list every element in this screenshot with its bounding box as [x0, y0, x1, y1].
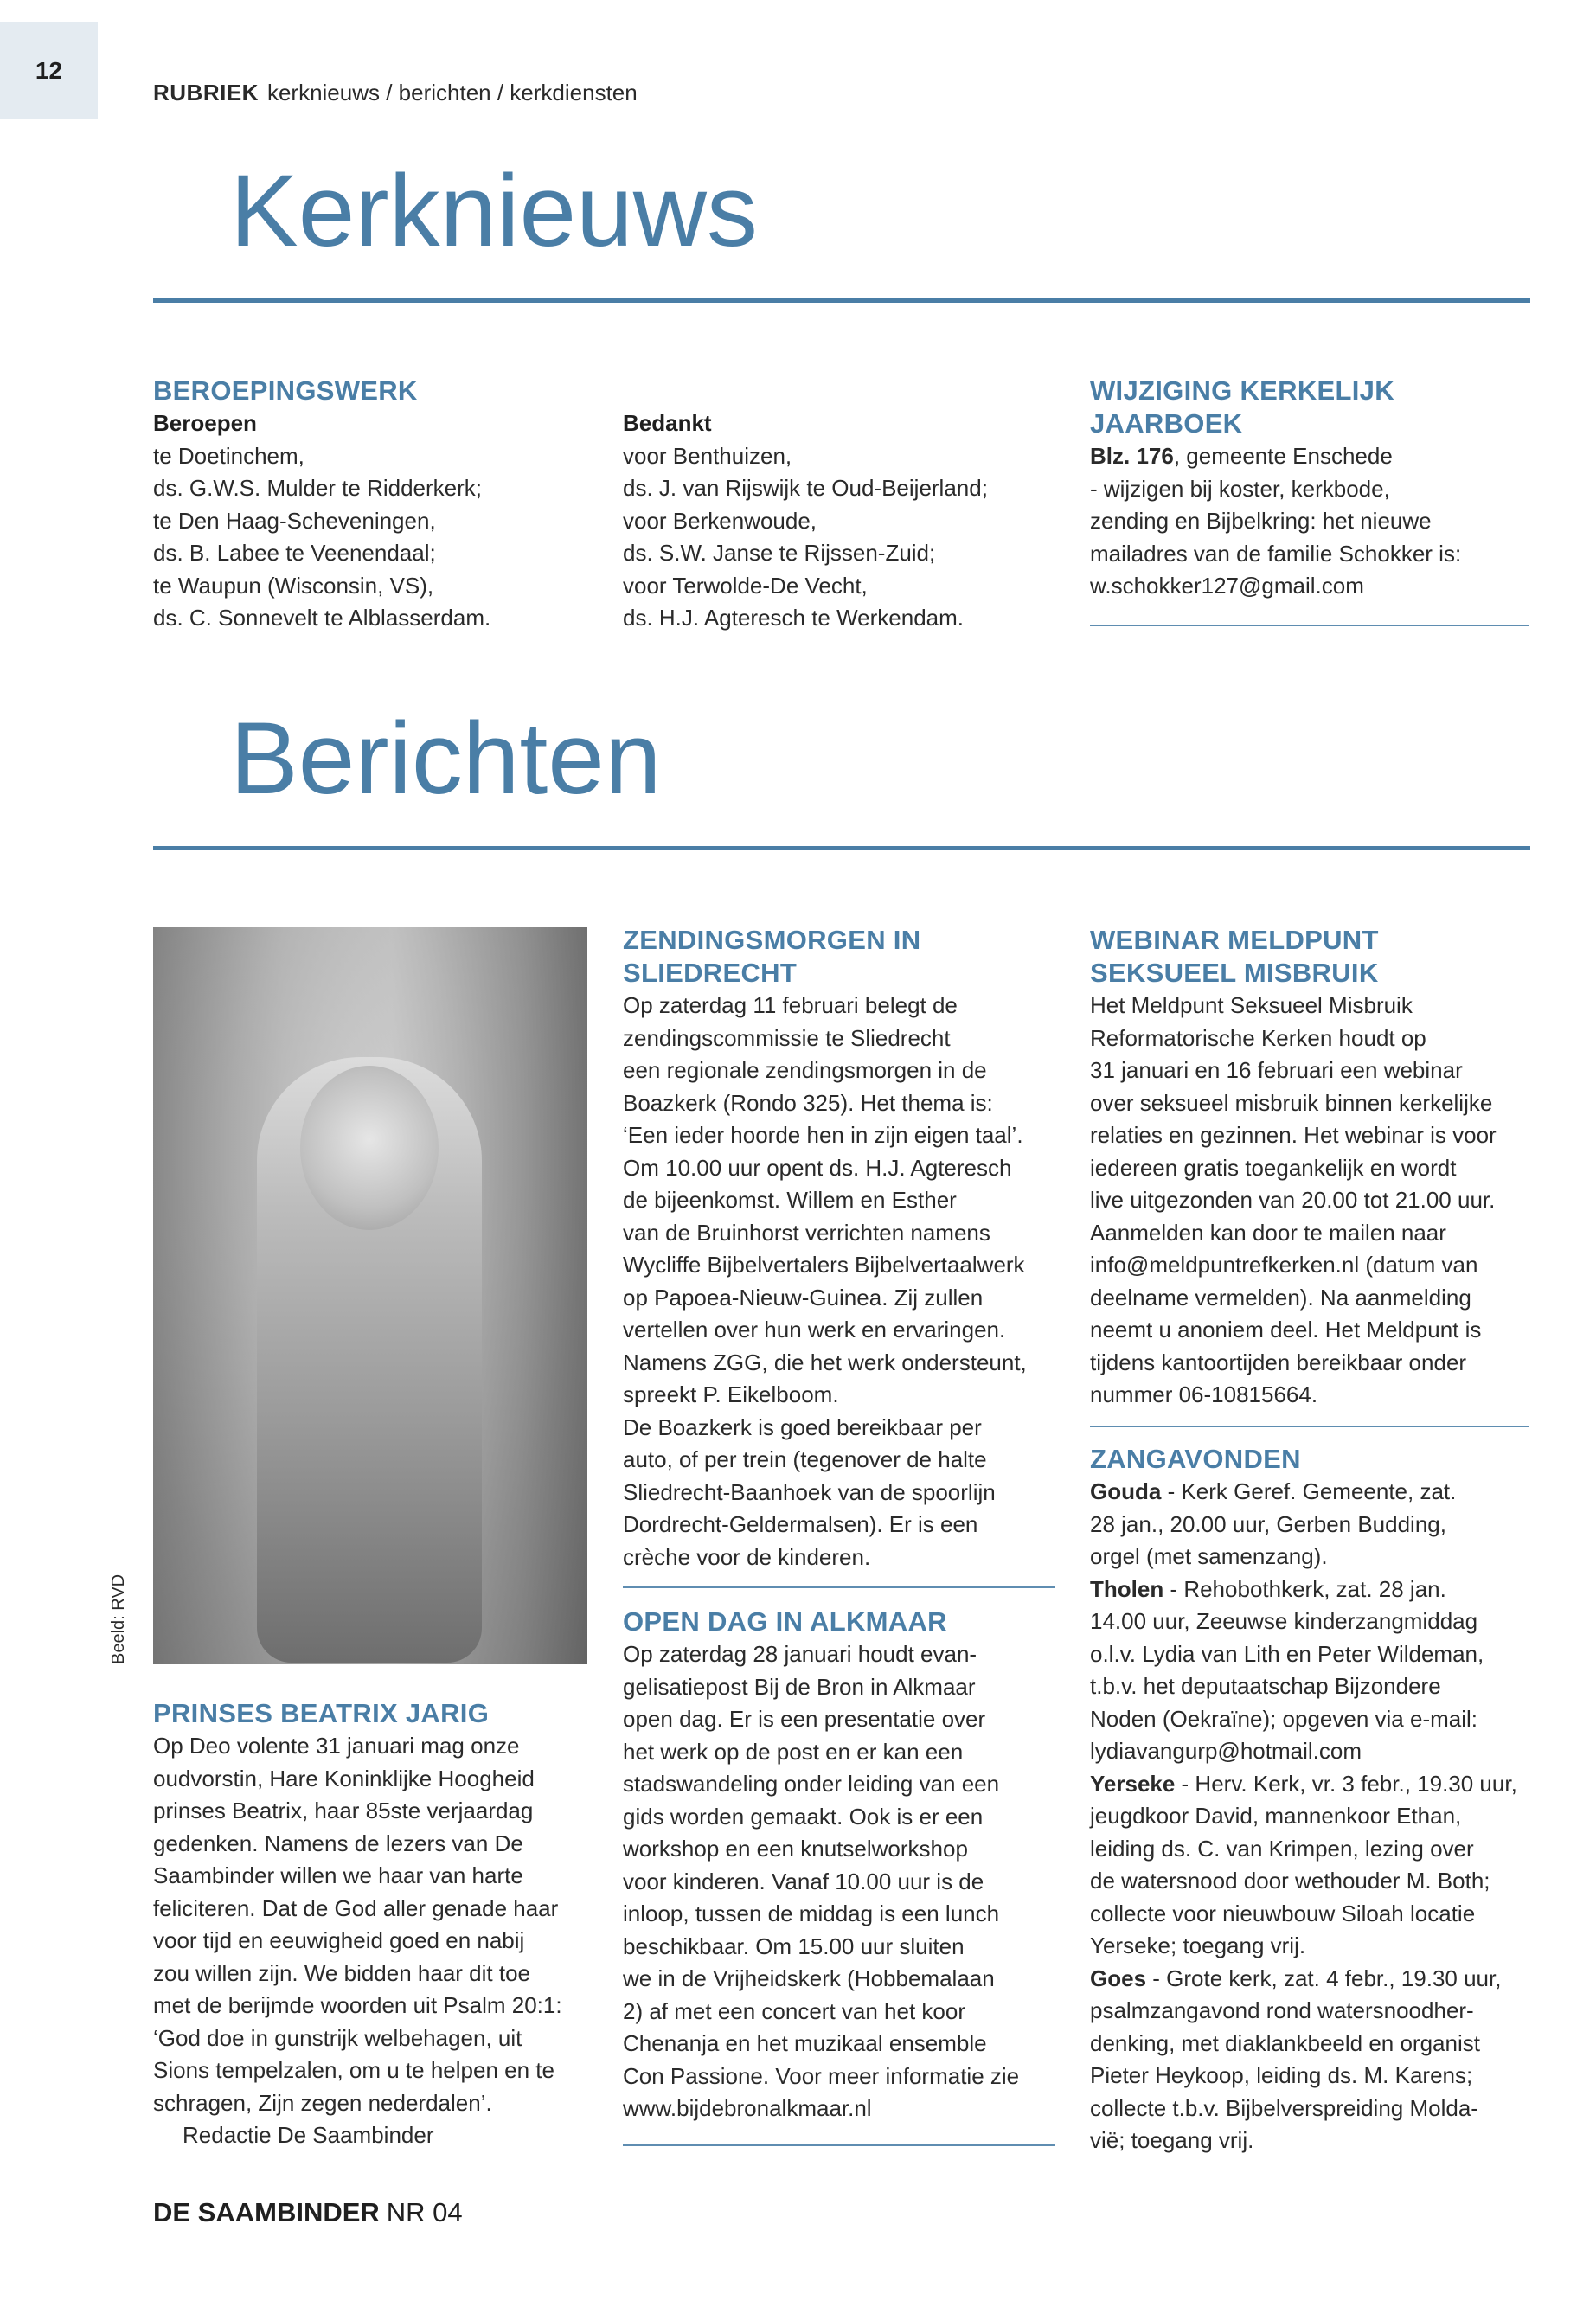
zangavond-line: jeugdkoor David, mannenkoor Ethan, — [1090, 1803, 1462, 1829]
photo-credit: Beeld: RVD — [109, 1574, 128, 1664]
jaarboek-text: , gemeente Enschede — [1173, 443, 1393, 469]
alkmaar-line: inloop, tussen de middag is een lunch — [623, 1900, 1000, 1926]
webinar-line: tijdens kantoortijden bereikbaar onder — [1090, 1349, 1467, 1375]
zangavond-line: vië; toegang vrij. — [1090, 2127, 1254, 2153]
zendingsmorgen-line: vertellen over hun werk en ervaringen. — [623, 1317, 1006, 1343]
rubric-label: RUBRIEK — [153, 80, 259, 106]
zangavonden-article — [1090, 1443, 1540, 2157]
beroepen-line: ds. C. Sonnevelt te Alblasserdam. — [153, 605, 491, 631]
webinar-article — [1090, 924, 1540, 1412]
jaarboek-email[interactable]: w.schokker127@gmail.com — [1090, 573, 1364, 599]
zendingsmorgen-article — [623, 924, 1073, 1574]
zendingsmorgen-line: Namens ZGG, die het werk ondersteunt, — [623, 1349, 1027, 1375]
zangavond-line: - Kerk Geref. Gemeente, zat. — [1161, 1478, 1457, 1504]
zendingsmorgen-line: De Boazkerk is goed bereikbaar per — [623, 1413, 982, 1440]
rubric-breadcrumb — [153, 80, 638, 106]
zendingsmorgen-line: Om 10.00 uur opent ds. H.J. Agteresch — [623, 1154, 1012, 1181]
zendingsmorgen-line: spreekt P. Eikelboom. — [623, 1381, 839, 1407]
zangavond-line: - Grote kerk, zat. 4 febr., 19.30 uur, — [1146, 1965, 1502, 1991]
alkmaar-line: open dag. Er is een presentatie over — [623, 1706, 986, 1732]
jaarboek-line — [1090, 440, 1531, 473]
place-gouda: Gouda — [1090, 1478, 1162, 1504]
webinar-line: over seksueel misbruik binnen kerkelijke — [1090, 1089, 1493, 1116]
beatrix-line: Op Deo volente 31 januari mag onze — [153, 1733, 520, 1759]
zangavond-tholen — [1090, 1574, 1540, 1606]
zendingsmorgen-line: Dordrecht-Geldermalsen). Er is een — [623, 1511, 978, 1537]
alkmaar-divider — [623, 2144, 1055, 2146]
bedankt-line: ds. H.J. Agteresch te Werkendam. — [623, 605, 965, 631]
kerknieuws-rule — [153, 298, 1530, 303]
beroepen-line: te Den Haag-Scheveningen, — [153, 507, 436, 534]
alkmaar-line: gids worden gemaakt. Ook is er een — [623, 1803, 984, 1830]
zangavond-line: denking, met diaklankbeeld en organist — [1090, 2029, 1480, 2056]
webinar-divider — [1090, 1426, 1529, 1427]
zangavond-line: - Herv. Kerk, vr. 3 febr., 19.30 uur, — [1175, 1770, 1517, 1797]
bedankt-line: ds. J. van Rijswijk te Oud-Beijerland; — [623, 475, 988, 501]
alkmaar-website-link[interactable]: www.bijdebronalkmaar.nl — [623, 2095, 872, 2121]
alkmaar-line: Chenanja en het muzikaal ensemble — [623, 2030, 987, 2056]
place-yerseke: Yerseke — [1090, 1770, 1176, 1797]
zendingsmorgen-line: een regionale zendingsmorgen in de — [623, 1057, 987, 1083]
beroepingswerk-heading: BEROEPINGSWERK — [153, 375, 418, 406]
zangavond-line: Yerseke; toegang vrij. — [1090, 1932, 1306, 1958]
alkmaar-article — [623, 1606, 1073, 2125]
webinar-line: deelname vermelden). Na aanmelding — [1090, 1284, 1471, 1311]
webinar-line: Reformatorische Kerken houdt op — [1090, 1024, 1426, 1051]
alkmaar-line: voor kinderen. Vanaf 10.00 uur is de — [623, 1868, 984, 1894]
rubric-path: kerknieuws / berichten / kerkdiensten — [266, 80, 638, 106]
webinar-line: live uitgezonden van 20.00 tot 21.00 uur. — [1090, 1187, 1496, 1213]
magazine-name: DE SAAMBINDER — [153, 2197, 380, 2227]
beatrix-article — [153, 1697, 603, 2152]
jaarboek-line: - wijzigen bij koster, kerkbode, — [1090, 475, 1390, 502]
zendingsmorgen-line: crèche voor de kinderen. — [623, 1543, 871, 1570]
zangavond-yerseke — [1090, 1768, 1540, 1801]
beatrix-line: gedenken. Namens de lezers van De — [153, 1830, 523, 1856]
bedankt-label: Bedankt — [623, 410, 712, 436]
webinar-line: relaties en gezinnen. Het webinar is voor — [1090, 1122, 1497, 1148]
beroepen-column — [153, 375, 603, 635]
alkmaar-line: beschikbaar. Om 15.00 uur sluiten — [623, 1932, 965, 1959]
webinar-line: nummer 06-10815664. — [1090, 1381, 1318, 1407]
alkmaar-heading: OPEN DAG IN ALKMAAR — [623, 1606, 947, 1637]
alkmaar-line: workshop en een knutselworkshop — [623, 1836, 968, 1862]
zendingsmorgen-heading-line: SLIEDRECHT — [623, 958, 798, 988]
alkmaar-line: stadswandeling onder leiding van een — [623, 1771, 1000, 1797]
zangavond-line: - Rehobothkerk, zat. 28 jan. — [1163, 1575, 1446, 1602]
zangavond-line: collecte voor nieuwbouw Siloah locatie — [1090, 1900, 1476, 1926]
zangavond-line: collecte t.b.v. Bijbelverspreiding Molda- — [1090, 2094, 1478, 2121]
beroepen-label: Beroepen — [153, 410, 257, 436]
zangavond-goes — [1090, 1963, 1540, 1996]
webinar-line: Aanmelden kan door te mailen naar — [1090, 1219, 1446, 1246]
zendingsmorgen-line: de bijeenkomst. Willem en Esther — [623, 1187, 957, 1213]
zangavond-line: o.l.v. Lydia van Lith en Peter Wildeman, — [1090, 1640, 1484, 1667]
footer-magazine — [153, 2197, 463, 2228]
bedankt-line: voor Benthuizen, — [623, 442, 792, 469]
zendingsmorgen-heading-line: ZENDINGSMORGEN IN — [623, 925, 921, 955]
beatrix-line: zou willen zijn. We bidden haar dit toe — [153, 1959, 530, 1986]
webinar-line: iedereen gratis toegankelijk en wordt — [1090, 1154, 1457, 1181]
beatrix-photo — [153, 927, 587, 1664]
zendingsmorgen-line: Wycliffe Bijbelvertalers Bijbelvertaalwerk — [623, 1252, 1025, 1278]
beatrix-heading: PRINSES BEATRIX JARIG — [153, 1698, 490, 1728]
beatrix-signature: Redactie De Saambinder — [183, 2122, 434, 2148]
bedankt-line: voor Terwolde-De Vecht, — [623, 572, 868, 599]
jaarboek-page-ref: Blz. 176 — [1090, 443, 1174, 469]
zendingsmorgen-line: ‘Een ieder hoorde hen in zijn eigen taal’. — [623, 1122, 1023, 1148]
beroepen-line: te Waupun (Wisconsin, VS), — [153, 572, 434, 599]
zangavond-line: leiding ds. C. van Krimpen, lezing over — [1090, 1835, 1474, 1862]
zangavond-gouda — [1090, 1476, 1540, 1509]
zendingsmorgen-heading — [623, 924, 1073, 990]
zangavond-line: psalmzangavond rond watersnoodher- — [1090, 1997, 1474, 2023]
beatrix-line: Sions tempelzalen, om u te helpen en te — [153, 2057, 554, 2083]
zendingsmorgen-line: van de Bruinhorst verrichten namens — [623, 1219, 990, 1246]
zangavond-line: 28 jan., 20.00 uur, Gerben Budding, — [1090, 1510, 1446, 1537]
zendingsmorgen-divider — [623, 1586, 1055, 1588]
zangavond-line: 14.00 uur, Zeeuwse kinderzangmiddag — [1090, 1608, 1478, 1634]
beatrix-line: Saambinder willen we haar van harte — [153, 1862, 523, 1888]
beatrix-line: prinses Beatrix, haar 85ste verjaardag — [153, 1798, 534, 1823]
zendingsmorgen-line: Boazkerk (Rondo 325). Het thema is: — [623, 1089, 993, 1116]
beatrix-line: met de berijmde woorden uit Psalm 20:1: — [153, 1992, 562, 2018]
zendingsmorgen-line: Sliedrecht-Baanhoek van de spoorlijn — [623, 1478, 996, 1505]
jaarboek-line: mailadres van de familie Schokker is: — [1090, 540, 1462, 567]
webinar-line: Het Meldpunt Seksueel Misbruik — [1090, 992, 1413, 1018]
beroepen-line: ds. B. Labee te Veenendaal; — [153, 540, 436, 566]
beroepen-line: te Doetinchem, — [153, 442, 304, 469]
page-number: 12 — [0, 22, 98, 119]
beroepen-line: ds. G.W.S. Mulder te Ridderkerk; — [153, 475, 483, 501]
webinar-email[interactable]: info@meldpuntrefkerken.nl (datum van — [1090, 1252, 1478, 1278]
jaarboek-heading — [1090, 375, 1531, 440]
webinar-heading-line: SEKSUEEL MISBRUIK — [1090, 958, 1379, 988]
beatrix-line: ‘God doe in gunstrijk welbehagen, uit — [153, 2024, 522, 2051]
alkmaar-line: het werk op de post en er kan een — [623, 1738, 964, 1765]
beatrix-line: oudvorstin, Hare Koninklijke Hoogheid — [153, 1765, 535, 1791]
beatrix-line: voor tijd en eeuwigheid goed en nabij — [153, 1927, 525, 1953]
zangavond-email[interactable]: lydiavangurp@hotmail.com — [1090, 1738, 1362, 1764]
berichten-rule — [153, 846, 1530, 850]
webinar-line: 31 januari en 16 februari een webinar — [1090, 1057, 1463, 1083]
bedankt-column — [623, 407, 1073, 635]
bedankt-line: voor Berkenwoude, — [623, 507, 817, 534]
zangavond-line: de watersnood door wethouder M. Both; — [1090, 1868, 1490, 1894]
zangavond-line: orgel (met samenzang). — [1090, 1543, 1328, 1569]
webinar-heading-line: WEBINAR MELDPUNT — [1090, 925, 1379, 955]
jaarboek-heading-line: JAARBOEK — [1090, 408, 1243, 439]
zangavond-line: Pieter Heykoop, leiding ds. M. Karens; — [1090, 2062, 1473, 2088]
beatrix-line: feliciteren. Dat de God aller genade haar — [153, 1894, 559, 1921]
berichten-title: Berichten — [230, 702, 662, 816]
jaarboek-heading-line: WIJZIGING KERKELIJK — [1090, 375, 1394, 406]
jaarboek-line: zending en Bijbelkring: het nieuwe — [1090, 508, 1432, 534]
alkmaar-line: 2) af met een concert van het koor — [623, 1997, 965, 2024]
alkmaar-line: we in de Vrijheidskerk (Hobbemalaan — [623, 1965, 995, 1991]
issue-number: NR 04 — [386, 2197, 463, 2227]
jaarboek-divider — [1090, 625, 1529, 626]
zangavond-line: Noden (Oekraïne); opgeven via e-mail: — [1090, 1705, 1478, 1732]
place-goes: Goes — [1090, 1965, 1147, 1991]
zendingsmorgen-line: zendingscommissie te Sliedrecht — [623, 1024, 951, 1051]
zangavond-line: t.b.v. het deputaatschap Bijzondere — [1090, 1673, 1441, 1699]
zangavonden-heading: ZANGAVONDEN — [1090, 1444, 1301, 1474]
jaarboek-column — [1090, 375, 1531, 603]
alkmaar-line: Op zaterdag 28 januari houdt evan- — [623, 1641, 977, 1667]
webinar-heading — [1090, 924, 1540, 990]
kerknieuws-title: Kerknieuws — [230, 154, 758, 268]
webinar-line: neemt u anoniem deel. Het Meldpunt is — [1090, 1317, 1482, 1343]
place-tholen: Tholen — [1090, 1575, 1164, 1602]
beatrix-line: schragen, Zijn zegen nederdalen’. — [153, 2089, 492, 2116]
zendingsmorgen-line: Op zaterdag 11 februari belegt de — [623, 992, 958, 1018]
alkmaar-line: Con Passione. Voor meer informatie zie — [623, 2062, 1020, 2089]
zendingsmorgen-line: op Papoea-Nieuw-Guinea. Zij zullen — [623, 1284, 984, 1311]
alkmaar-line: gelisatiepost Bij de Bron in Alkmaar — [623, 1673, 976, 1700]
zendingsmorgen-line: auto, of per trein (tegenover de halte — [623, 1446, 987, 1472]
bedankt-line: ds. S.W. Janse te Rijssen-Zuid; — [623, 540, 936, 566]
